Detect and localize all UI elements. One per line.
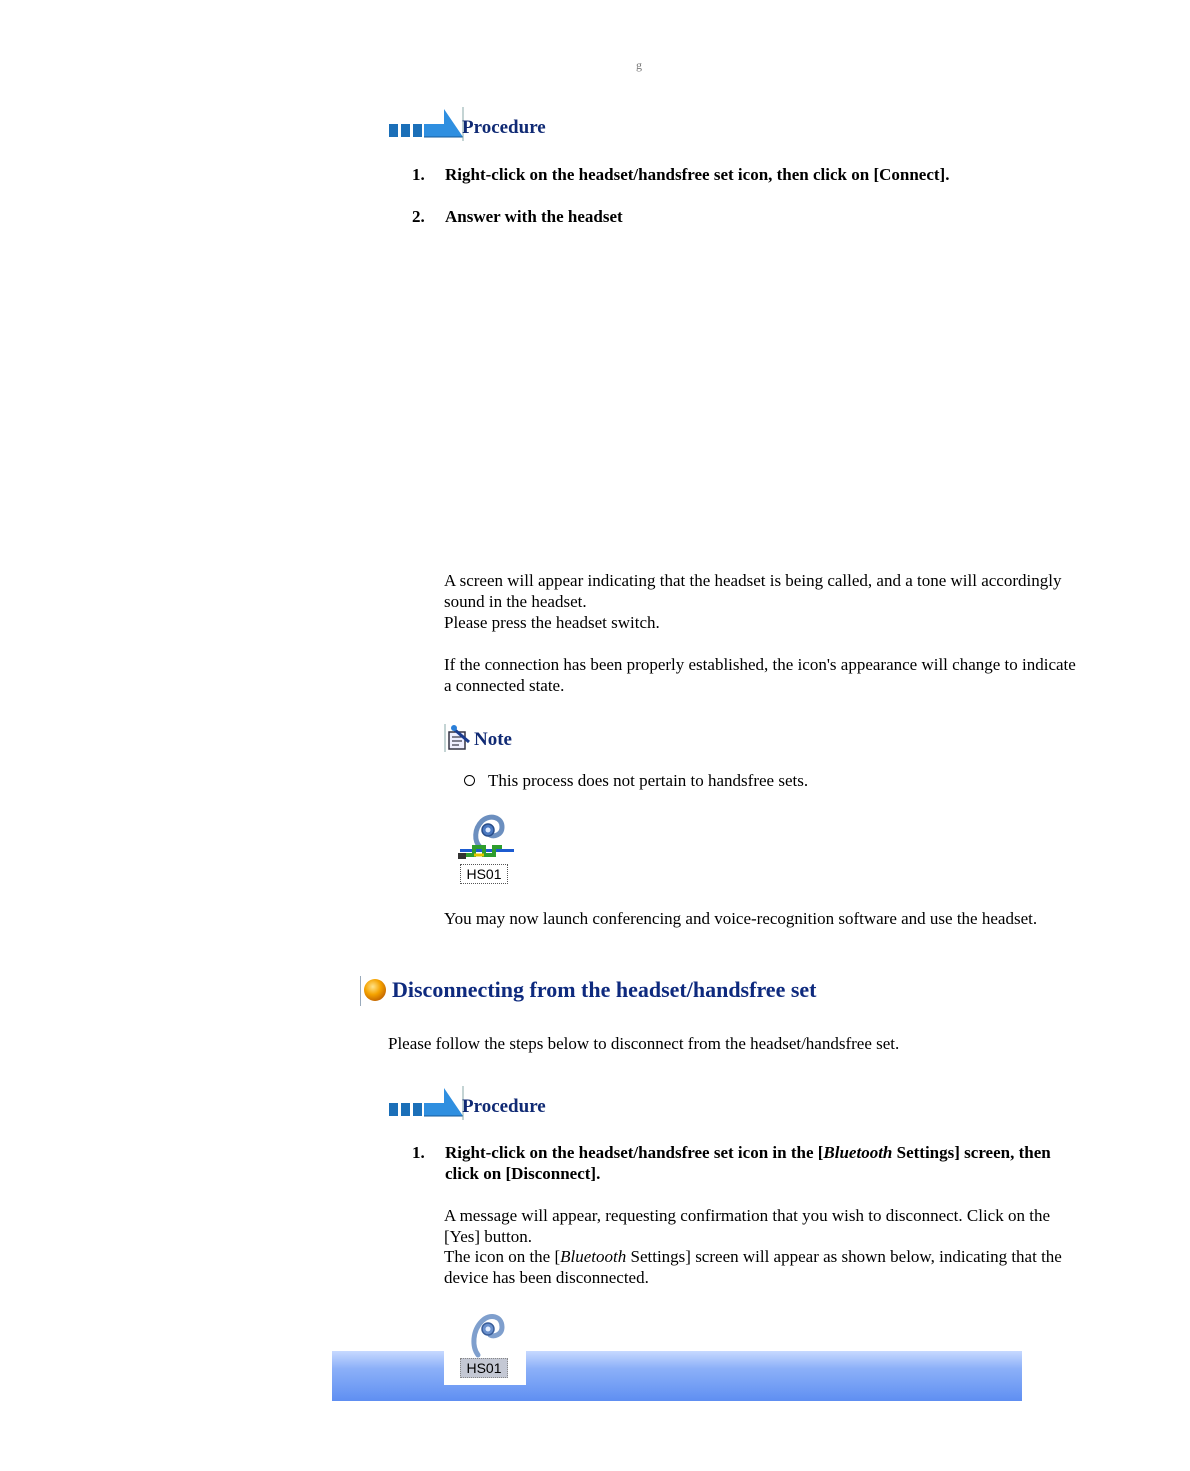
headset-disconnected-icon: [444, 1307, 526, 1363]
paragraph-press-switch: Please press the headset switch.: [444, 613, 660, 632]
procedure-heading-2: [388, 1086, 588, 1120]
paragraph-confirm: A message will appear, requesting confirmation that you wish to disconnect. Click on the [Yes] button.: [444, 1206, 1050, 1246]
bullet-circle-icon: [464, 775, 475, 786]
note-heading: [444, 722, 564, 752]
note-icon: [444, 722, 474, 752]
note-label: Note: [474, 729, 512, 750]
section-intro: Please follow the steps below to disconnect from the headset/handsfree set.: [388, 1034, 900, 1053]
paragraph-connected: If the connection has been properly established, the icon's appearance will change to indicate a connected state.: [444, 655, 1076, 695]
step-number: 1.: [412, 165, 425, 184]
step-number: 1.: [412, 1143, 425, 1162]
section-divider: [360, 976, 361, 1006]
paragraph-launch: You may now launch conferencing and voice-recognition software and use the headset.: [444, 909, 1038, 928]
headset-connected-icon: [444, 809, 522, 865]
section-bullet-icon: [362, 977, 388, 1003]
note-item-text: This process does not pertain to handsfree sets.: [488, 771, 809, 790]
stray-mark: g: [636, 58, 642, 72]
step-text: Right-click on the headset/handsfree set icon, then click on [Connect].: [445, 165, 950, 184]
headset-caption: HS01: [460, 864, 508, 884]
headset-disconnected-tile: [444, 1307, 526, 1385]
step-text: Answer with the headset: [445, 207, 623, 226]
section-heading: [360, 976, 880, 1006]
procedure-heading: [388, 107, 588, 141]
step-text: Right-click on the headset/handsfree set icon in the [Bluetooth Settings] screen, then click on [Disconnect].: [445, 1143, 1051, 1183]
headset-connected-tile: [444, 809, 522, 887]
step-number: 2.: [412, 207, 425, 226]
paragraph-disconnected: The icon on the [Bluetooth Settings] screen will appear as shown below, indicating that the device has been disconnected.: [444, 1247, 1062, 1287]
section-title: Disconnecting from the headset/handsfree set: [392, 977, 817, 1002]
headset-caption: HS01: [460, 1358, 508, 1378]
footer-bar: [332, 1351, 1022, 1401]
paragraph-calling: A screen will appear indicating that the headset is being called, and a tone will accordingly sound in the headset.: [444, 571, 1062, 611]
procedure-arrow-icon: [388, 1086, 464, 1120]
procedure-label: Procedure: [462, 117, 546, 138]
procedure-arrow-icon: [388, 107, 464, 141]
procedure-label: Procedure: [462, 1096, 546, 1117]
